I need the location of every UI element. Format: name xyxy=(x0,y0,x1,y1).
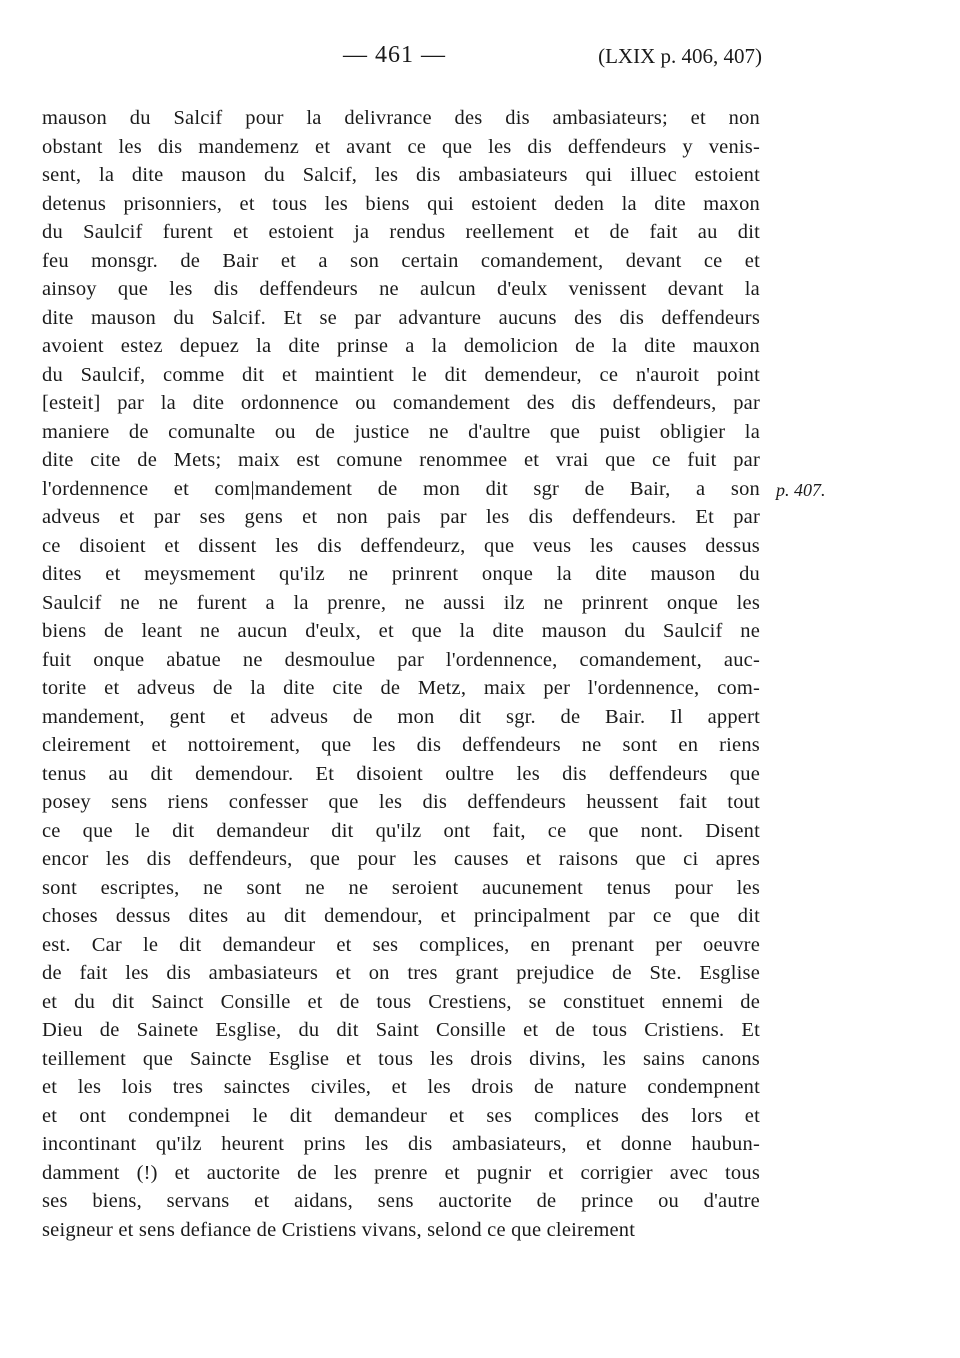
text-line: maniere de comunalte ou de justice ne d'aultre que puist obligier la xyxy=(42,420,760,443)
text-line: sont escriptes, ne sont ne ne seroient aucunement tenus pour les xyxy=(42,876,760,899)
page-reference: (LXIX p. 406, 407) xyxy=(598,44,762,68)
text-line: choses dessus dites au dit demendour, et principalment par ce que dit xyxy=(42,905,760,927)
text-line: adveus et par ses gens et non pais par les dis deffendeurs. Et par xyxy=(42,506,760,528)
text-line: du Saulcif, comme dit et maintient le dit demendeur, ce n'auroit point xyxy=(42,363,760,386)
text-line: biens de leant ne aucun d'eulx, et que la dite mauson du Saulcif ne xyxy=(42,620,760,642)
margin-note: p. 407. xyxy=(776,480,826,500)
text-line: de fait les dis ambasiateurs et on tres grant prejudice de Ste. Esglise xyxy=(42,962,760,984)
body-text xyxy=(42,104,760,1244)
text-line: mandement, gent et adveus de mon dit sgr. de Bair. Il appert xyxy=(42,705,760,728)
text-line: sent, la dite mauson du Salcif, les dis ambasiateurs qui illuec estoient xyxy=(42,164,760,186)
text-line: et ont condempnei le dit demandeur et ses complices des lors et xyxy=(42,1104,760,1127)
text-line: du Saulcif furent et estoient ja rendus reellement et de fait au dit xyxy=(42,221,760,243)
text-line: detenus prisonniers, et tous les biens qui estoient deden la dite maxon xyxy=(42,192,760,215)
text-line: encor les dis deffendeurs, que pour les causes et raisons que ci apres xyxy=(42,848,760,870)
text-line: feu monsgr. de Bair et a son certain comandement, devant ce et xyxy=(42,249,760,272)
text-line: cleirement et nottoirement, que les dis deffendeurs ne sont en riens xyxy=(42,734,760,756)
text-line: Saulcif ne ne furent a la prenre, ne aussi ilz ne prinrent onque les xyxy=(42,591,760,614)
text-line: obstant les dis mandemenz et avant ce que les dis deffendeurs y venis- xyxy=(42,135,760,158)
text-line: Dieu de Sainete Esglise, du dit Saint Consille et de tous Cristiens. Et xyxy=(42,1019,760,1041)
page-header xyxy=(0,42,960,76)
text-line: torite et adveus de la dite cite de Metz, maix per l'ordennence, com- xyxy=(42,677,760,699)
text-line: et du dit Sainct Consille et de tous Crestiens, se constituet ennemi de xyxy=(42,990,760,1013)
text-line: posey sens riens confesser que les dis deffendeurs heussent fait tout xyxy=(42,791,760,813)
text-line: tenus au dit demendour. Et disoient oultre les dis deffendeurs que xyxy=(42,762,760,785)
text-line: incontinant qu'ilz heurent prins les dis ambasiateurs, et donne haubun- xyxy=(42,1133,760,1155)
text-line: ce disoient et dissent les dis deffendeurz, que veus les causes dessus xyxy=(42,534,760,557)
text-line: [esteit] par la dite ordonnence ou comandement des dis deffendeurs, par xyxy=(42,392,760,414)
text-line: dites et meysmement qu'ilz ne prinrent onque la dite mauson du xyxy=(42,563,760,585)
text-line: dite cite de Mets; maix est comune renommee et vrai que ce fuit par xyxy=(42,449,760,471)
text-line: teillement que Saincte Esglise et tous les drois divins, les sains canons xyxy=(42,1047,760,1070)
text-line: ses biens, servans et aidans, sens auctorite de prince ou d'autre xyxy=(42,1190,760,1212)
text-line: est. Car le dit demandeur et ses complices, en prenant per oeuvre xyxy=(42,933,760,956)
text-line: l'ordennence et com|mandement de mon dit sgr de Bair, a son xyxy=(42,477,760,500)
page-number: — 461 — xyxy=(343,42,446,68)
text-line: et les lois tres sainctes civiles, et les drois de nature condempnent xyxy=(42,1076,760,1098)
text-line: dite mauson du Salcif. Et se par advanture aucuns des dis deffendeurs xyxy=(42,306,760,329)
text-line: ce que le dit demandeur dit qu'ilz ont fait, ce que nont. Disent xyxy=(42,819,760,842)
text-line: mauson du Salcif pour la delivrance des dis ambasiateurs; et non xyxy=(42,107,760,129)
text-line: ainsoy que les dis deffendeurs ne aulcun d'eulx venissent devant la xyxy=(42,278,760,300)
text-line: damment (!) et auctorite de les prenre et pugnir et corrigier avec tous xyxy=(42,1161,760,1184)
text-line: fuit onque abatue ne desmoulue par l'ordennence, comandement, auc- xyxy=(42,648,760,671)
text-line: avoient estez depuez la dite prinse a la demolicion de la dite mauxon xyxy=(42,335,760,357)
text-line: seigneur et sens defiance de Cristiens vivans, selond ce que cleirement xyxy=(42,1218,636,1241)
